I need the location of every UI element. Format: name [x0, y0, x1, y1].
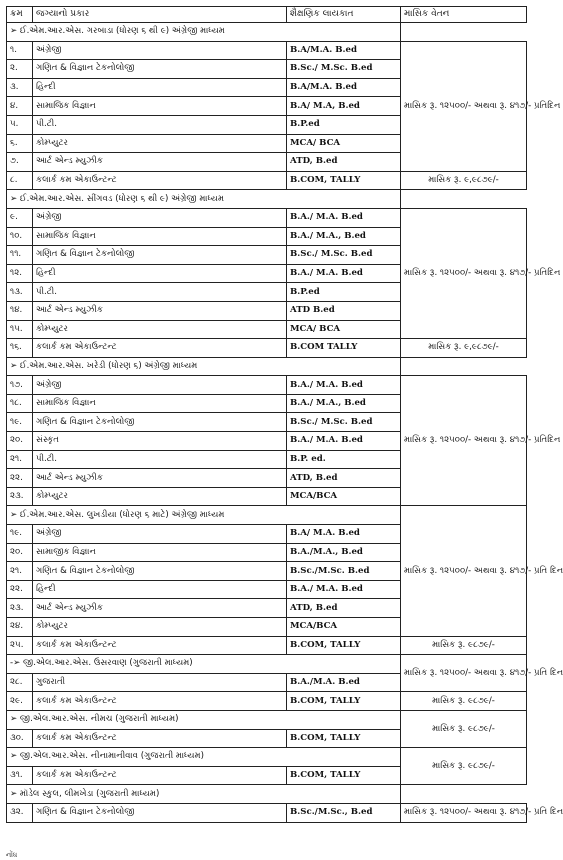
- header-qualification: શૈક્ષણિક લાયકાત: [287, 7, 401, 23]
- section-row: [7, 190, 527, 209]
- post-name-cell: આર્ટ એન્ડ મ્યુઝીક: [33, 301, 287, 320]
- post-name-cell: ગણિત & વિજ્ઞાન ટેકનોલોજી: [33, 60, 287, 79]
- serial-number-cell: ૩૨.: [7, 803, 33, 822]
- salary-cell: માસિક રૂ. ૧૨૫૦૦/- અથવા રૂ. ૪૧૭/- પ્રતિ દિન: [401, 655, 527, 692]
- serial-number-cell: ૨.: [7, 60, 33, 79]
- post-name-cell: સામાજિક વિજ્ઞાન: [33, 97, 287, 116]
- serial-number-cell: ૬.: [7, 134, 33, 153]
- qualification-cell: B.COM, TALLY: [287, 766, 401, 785]
- qualification-cell: MCA/ BCA: [287, 134, 401, 153]
- qualification-cell: B.COM TALLY: [287, 339, 401, 358]
- serial-number-cell: ૨૨.: [7, 580, 33, 599]
- post-name-cell: હિન્દી: [33, 78, 287, 97]
- post-name-cell: કલાર્ક કમ એકાઉન્ટન્ટ: [33, 171, 287, 190]
- post-name-cell: ગુજરાતી: [33, 673, 287, 692]
- post-name-cell: પી.ટી.: [33, 450, 287, 469]
- qualification-cell: B.A./ M.A., B.ed: [287, 394, 401, 413]
- post-name-cell: હિન્દી: [33, 264, 287, 283]
- salary-cell: માસિક રૂ. ૯૮૭૯/-: [401, 692, 527, 711]
- post-name-cell: સામાજીક વિજ્ઞાન: [33, 543, 287, 562]
- serial-number-cell: ૧.: [7, 41, 33, 60]
- section-heading: -➢ જી.એલ.આર.એસ. ઉસરવાણ (ગુજરાતી માધ્યમ): [7, 655, 401, 674]
- post-name-cell: સંસ્કૃત: [33, 432, 287, 451]
- salary-cell: માસિક રૂ. ૧૨૫૦૦/- અથવા રૂ. ૪૧૭/- પ્રતિદિન: [401, 376, 527, 506]
- section-row: [7, 748, 527, 767]
- serial-number-cell: ૧૪.: [7, 301, 33, 320]
- qualification-cell: B.A/ M.A, B.ed: [287, 97, 401, 116]
- post-name-cell: પી.ટી.: [33, 115, 287, 134]
- section-heading: ➢ ઈ.એમ.આર.એસ. ખરેડી (ધોરણ ૬) અંગ્રેજી માધ્યમ: [7, 357, 401, 376]
- salary-cell: માસિક રૂ. ૧૨૫૦૦/- અથવા રૂ. ૪૧૭/- પ્રતિદિન: [401, 41, 527, 171]
- qualification-cell: B.A/M.A. B.ed: [287, 78, 401, 97]
- salary-cell: માસિક રૂ. ૧૨૫૦૦/- અથવા રૂ. ૪૧૭/- પ્રતિદિન: [401, 208, 527, 338]
- qualification-cell: B.A./ M.A., B.ed: [287, 227, 401, 246]
- post-name-cell: આર્ટ એન્ડ મ્યુઝીક: [33, 469, 287, 488]
- post-name-cell: કલાર્ક કમ એકાઉન્ટન્ટ: [33, 729, 287, 748]
- qualification-cell: ATD, B.ed: [287, 153, 401, 172]
- salary-cell: માસિક રૂ. ૯૮૭૯/-: [401, 636, 527, 655]
- qualification-cell: B.A./ M.A. B.ed: [287, 580, 401, 599]
- post-name-cell: સામાજિક વિજ્ઞાન: [33, 227, 287, 246]
- post-name-cell: અંગ્રેજી: [33, 376, 287, 395]
- qualification-cell: B.P.ed: [287, 115, 401, 134]
- qualification-cell: B.A./M.A. B.ed: [287, 673, 401, 692]
- serial-number-cell: ૧૨.: [7, 264, 33, 283]
- serial-number-cell: ૧૧.: [7, 246, 33, 265]
- section-row: [7, 655, 527, 674]
- table-body: [7, 23, 563, 823]
- qualification-cell: B.P.ed: [287, 283, 401, 302]
- footer-note: નોંધ: [6, 851, 18, 859]
- salary-cell: માસિક રૂ. ૧૨૫૦૦/- અથવા રૂ. ૪૧૭/- પ્રતિ દિન: [401, 803, 527, 822]
- post-name-cell: કોમ્પ્યુટર: [33, 320, 287, 339]
- qualification-cell: B.Sc./ M.Sc. B.ed: [287, 246, 401, 265]
- section-heading: ➢ ઈ.એમ.આર.એસ. લુખડીયા (ધોરણ ૬ માટે) અંગ્રેજી માધ્યમ: [7, 506, 401, 525]
- post-name-cell: હિન્દી: [33, 580, 287, 599]
- header-serial: ક્રમ: [7, 7, 33, 23]
- post-name-cell: ગણિત & વિજ્ઞાન ટેકનોલોજી: [33, 562, 287, 581]
- qualification-cell: B.Sc./ M.Sc. B.ed: [287, 60, 401, 79]
- section-row: [7, 785, 527, 804]
- salary-cell: માસિક રૂ. ૯૮૭૯/-: [401, 710, 527, 747]
- table-row: [7, 208, 527, 227]
- serial-number-cell: ૨૫.: [7, 636, 33, 655]
- serial-number-cell: ૭.: [7, 153, 33, 172]
- table-row: [7, 41, 527, 60]
- serial-number-cell: ૨૪.: [7, 618, 33, 637]
- section-heading: ➢ ઈ.એમ.આર.એસ. સીંગવડ (ધોરણ ૬ થી ૯) અંગ્રેજી માધ્યમ: [7, 190, 401, 209]
- qualification-cell: B.A./M.A., B.ed: [287, 543, 401, 562]
- section-row: [7, 23, 527, 42]
- post-name-cell: સામાજિક વિજ્ઞાન: [33, 394, 287, 413]
- serial-number-cell: ૧૯.: [7, 413, 33, 432]
- table-row: [7, 376, 527, 395]
- serial-number-cell: ૫.: [7, 115, 33, 134]
- table-row: [7, 339, 527, 358]
- qualification-cell: ATD, B.ed: [287, 599, 401, 618]
- post-name-cell: અંગ્રેજી: [33, 208, 287, 227]
- serial-number-cell: ૧૫.: [7, 320, 33, 339]
- serial-number-cell: ૩.: [7, 78, 33, 97]
- table-row: [7, 171, 527, 190]
- qualification-cell: MCA/BCA: [287, 487, 401, 506]
- qualification-cell: B.Sc./M.Sc., B.ed: [287, 803, 401, 822]
- post-name-cell: અંગ્રેજી: [33, 41, 287, 60]
- post-name-cell: કોમ્પ્યુટર: [33, 618, 287, 637]
- table-row: [7, 803, 527, 822]
- post-name-cell: કલાર્ક કમ એકાઉન્ટન્ટ: [33, 339, 287, 358]
- post-name-cell: કલાર્ક કમ એકાઉન્ટન્ટ: [33, 636, 287, 655]
- post-name-cell: કલાર્ક કમ એકાઉન્ટન્ટ: [33, 692, 287, 711]
- serial-number-cell: ૨૧.: [7, 450, 33, 469]
- section-heading: ➢ જી.એલ.આર.એસ. નીમચ (ગુજરાતી માધ્યમ): [7, 710, 401, 729]
- serial-number-cell: ૨૮.: [7, 673, 33, 692]
- serial-number-cell: ૪.: [7, 97, 33, 116]
- serial-number-cell: ૨૩.: [7, 487, 33, 506]
- qualification-cell: ATD B.ed: [287, 301, 401, 320]
- serial-number-cell: ૨૩.: [7, 599, 33, 618]
- qualification-cell: B.A./ M.A. B.ed: [287, 208, 401, 227]
- qualification-cell: B.COM, TALLY: [287, 692, 401, 711]
- table-row: [7, 636, 527, 655]
- post-name-cell: આર્ટ એન્ડ મ્યુઝીક: [33, 153, 287, 172]
- qualification-cell: MCA/BCA: [287, 618, 401, 637]
- qualification-cell: B.P. ed.: [287, 450, 401, 469]
- qualification-cell: B.Sc./ M.Sc. B.ed: [287, 413, 401, 432]
- qualification-cell: B.COM, TALLY: [287, 636, 401, 655]
- post-name-cell: આર્ટ એન્ડ મ્યુઝીક: [33, 599, 287, 618]
- serial-number-cell: ૨૧.: [7, 562, 33, 581]
- post-name-cell: ગણિત & વિજ્ઞાન ટેકનોલોજી: [33, 413, 287, 432]
- qualification-cell: B.COM, TALLY: [287, 171, 401, 190]
- qualification-cell: B.A./ M.A. B.ed: [287, 432, 401, 451]
- serial-number-cell: ૩૧.: [7, 766, 33, 785]
- serial-number-cell: ૧૭.: [7, 376, 33, 395]
- post-name-cell: કલાર્ક કમ એકાઉન્ટન્ટ: [33, 766, 287, 785]
- header-post-type: જગ્યાનો પ્રકાર: [33, 7, 287, 23]
- serial-number-cell: ૨૦.: [7, 543, 33, 562]
- qualification-cell: B.A./ M.A. B.ed: [287, 376, 401, 395]
- post-name-cell: કોમ્પ્યુટર: [33, 487, 287, 506]
- post-name-cell: ગણિત & વિજ્ઞાન ટેકનોલોજી: [33, 246, 287, 265]
- post-name-cell: અંગ્રેજી: [33, 525, 287, 544]
- serial-number-cell: ૨૨.: [7, 469, 33, 488]
- qualification-cell: B.A/ M.A. B.ed: [287, 525, 401, 544]
- serial-number-cell: ૨૦.: [7, 432, 33, 451]
- vacancy-table: [6, 6, 563, 823]
- qualification-cell: B.COM, TALLY: [287, 729, 401, 748]
- section-heading: ➢ ઈ.એમ.આર.એસ. ગરબાડા (ધોરણ ૬ થી ૯) અંગ્રેજી માધ્યમ: [7, 23, 401, 42]
- table-row: [7, 692, 527, 711]
- qualification-cell: ATD, B.ed: [287, 469, 401, 488]
- salary-cell: માસિક રૂ. ૯,૯૮૭૯/-: [401, 339, 527, 358]
- serial-number-cell: ૧૯.: [7, 525, 33, 544]
- serial-number-cell: ૩૦.: [7, 729, 33, 748]
- salary-cell: માસિક રૂ. ૯૮૭૯/-: [401, 748, 527, 785]
- table-header-row: [7, 7, 527, 23]
- section-heading: ➢ જી.એલ.આર.એસ. નીનામાનીવાવ (ગુજરાતી માધ્યમ): [7, 748, 401, 767]
- section-row: [7, 357, 527, 376]
- serial-number-cell: ૨૯.: [7, 692, 33, 711]
- post-name-cell: પી.ટી.: [33, 283, 287, 302]
- serial-number-cell: ૧૬.: [7, 339, 33, 358]
- qualification-cell: B.A/M.A. B.ed: [287, 41, 401, 60]
- post-name-cell: કોમ્પ્યુટર: [33, 134, 287, 153]
- post-name-cell: ગણિત & વિજ્ઞાન ટેકનોલોજી: [33, 803, 287, 822]
- section-row: [7, 710, 527, 729]
- qualification-cell: B.Sc./M.Sc. B.ed: [287, 562, 401, 581]
- serial-number-cell: ૧૦.: [7, 227, 33, 246]
- salary-cell: માસિક રૂ. ૯,૯૮૭૯/-: [401, 171, 527, 190]
- serial-number-cell: ૮.: [7, 171, 33, 190]
- salary-cell: માસિક રૂ. ૧૨૫૦૦/- અથવા રૂ. ૪૧૭/- પ્રતિ દિન: [401, 506, 527, 636]
- header-monthly-salary: માસિક વેતન: [401, 7, 527, 23]
- qualification-cell: MCA/ BCA: [287, 320, 401, 339]
- section-row: [7, 506, 527, 525]
- serial-number-cell: ૯.: [7, 208, 33, 227]
- qualification-cell: B.A./ M.A. B.ed: [287, 264, 401, 283]
- serial-number-cell: ૧૮.: [7, 394, 33, 413]
- serial-number-cell: ૧૩.: [7, 283, 33, 302]
- section-heading: ➢ મૉડેલ સ્કુલ, લીમખેડા (ગુજરાતી માધ્યમ): [7, 785, 401, 804]
